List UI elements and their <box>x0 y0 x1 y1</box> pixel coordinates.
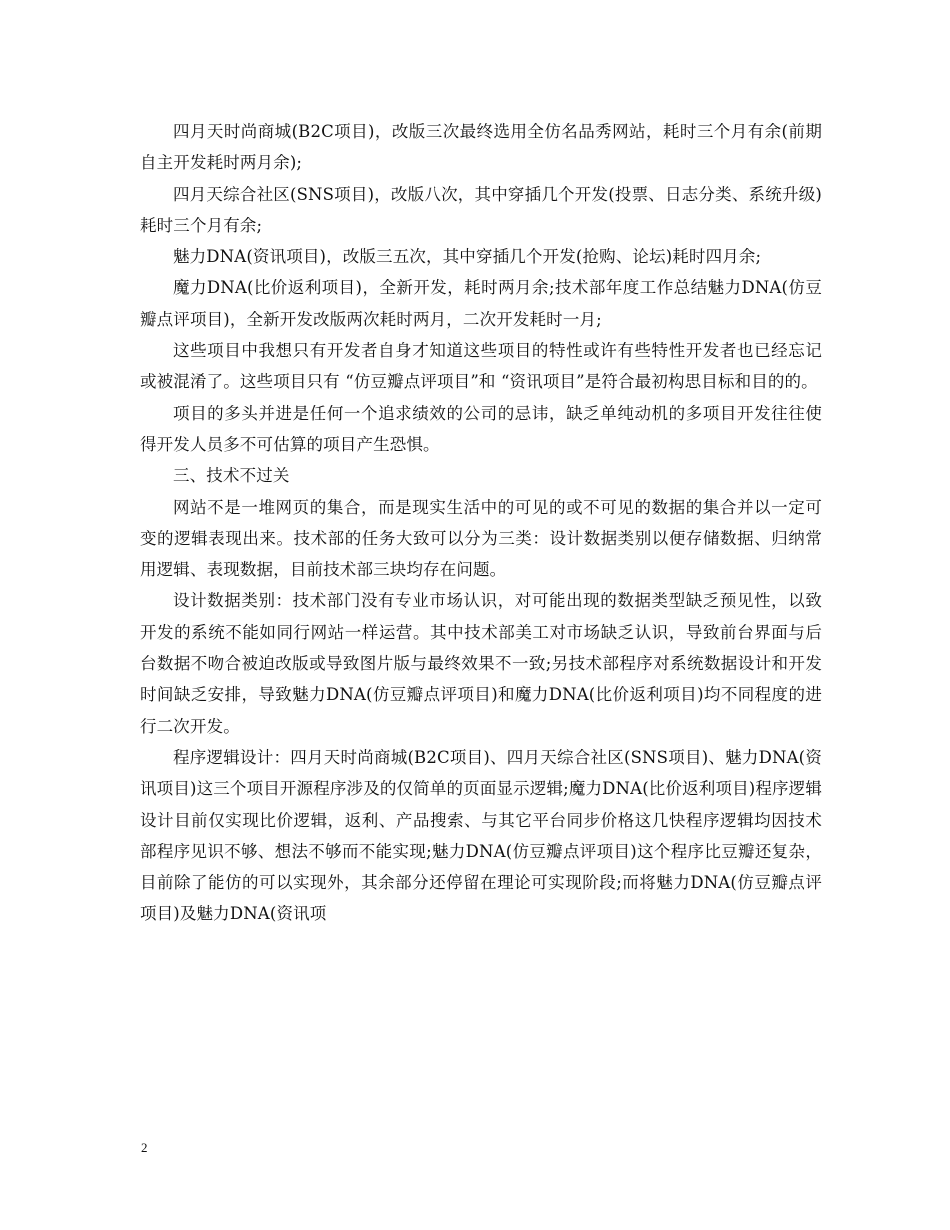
page-number: 2 <box>141 1140 148 1155</box>
paragraph-7: 网站不是一堆网页的集合，而是现实生活中的可见的或不可见的数据的集合并以一定可变的逻辑表现出来。技术部的任务大致可以分为三类：设计数据类别以便存储数据、归纳常用逻辑、表现数据，目前技术部三块均存在问题。 <box>140 497 822 580</box>
paragraph-5: 这些项目中我想只有开发者自身才知道这些项目的特性或许有些特性开发者也已经忘记或被混淆了。这些项目只有 “仿豆瓣点评项目”和 “资讯项目”是符合最初构思目标和目的的。 <box>140 341 822 392</box>
section-heading: 三、技术不过关 <box>173 466 290 486</box>
paragraph-4: 魔力DNA(比价返利项目)，全新开发，耗时两月余;技术部年度工作总结魅力DNA(仿豆瓣点评项目)，全新开发改版两次耗时两月，二次开发耗时一月; <box>140 278 822 329</box>
paragraph-3: 魅力DNA(资讯项目)，改版三五次，其中穿插几个开发(抢购、论坛)耗时四月余; <box>173 247 762 267</box>
page-body <box>140 116 828 930</box>
paragraph-6: 项目的多头并进是任何一个追求绩效的公司的忌讳，缺乏单纯动机的多项目开发往往使得开发人员多不可估算的项目产生恐惧。 <box>140 403 822 454</box>
paragraph-8: 设计数据类别：技术部门没有专业市场认识，对可能出现的数据类型缺乏预见性，以致开发的系统不能如同行网站一样运营。其中技术部美工对市场缺乏认识，导致前台界面与后台数据不吻合被迫改版或导致图片版与最终效果不一致;另技术部程序对系统数据设计和开发时间缺乏安排，导致魅力DNA(仿豆瓣点评项目)和魔力DNA(比价返利项目)均不同程度的进行二次开发。 <box>140 591 822 736</box>
paragraph-1: 四月天时尚商城(B2C项目)，改版三次最终选用全仿名品秀网站，耗时三个月有余(前期自主开发耗时两月余); <box>140 122 822 173</box>
paragraph-2: 四月天综合社区(SNS项目)，改版八次，其中穿插几个开发(投票、日志分类、系统升级) 耗时三个月有余; <box>140 184 828 235</box>
paragraph-9: 程序逻辑设计：四月天时尚商城(B2C项目)、四月天综合社区(SNS项目)、魅力DNA(资讯项目)这三个项目开源程序涉及的仅简单的页面显示逻辑;魔力DNA(比价返利项目)程序逻辑设计目前仅实现比价逻辑，返利、产品搜索、与其它平台同步价格这几快程序逻辑均因技术部程序见识不够、想法不够而不能实现;魅力DNA(仿豆瓣点评项目)这个程序比豆瓣还复杂，目前除了能仿的可以实现外，其余部分还停留在理论可实现阶段;而将魅力DNA(仿豆瓣点评项目)及魅力DNA(资讯项 <box>140 747 822 924</box>
